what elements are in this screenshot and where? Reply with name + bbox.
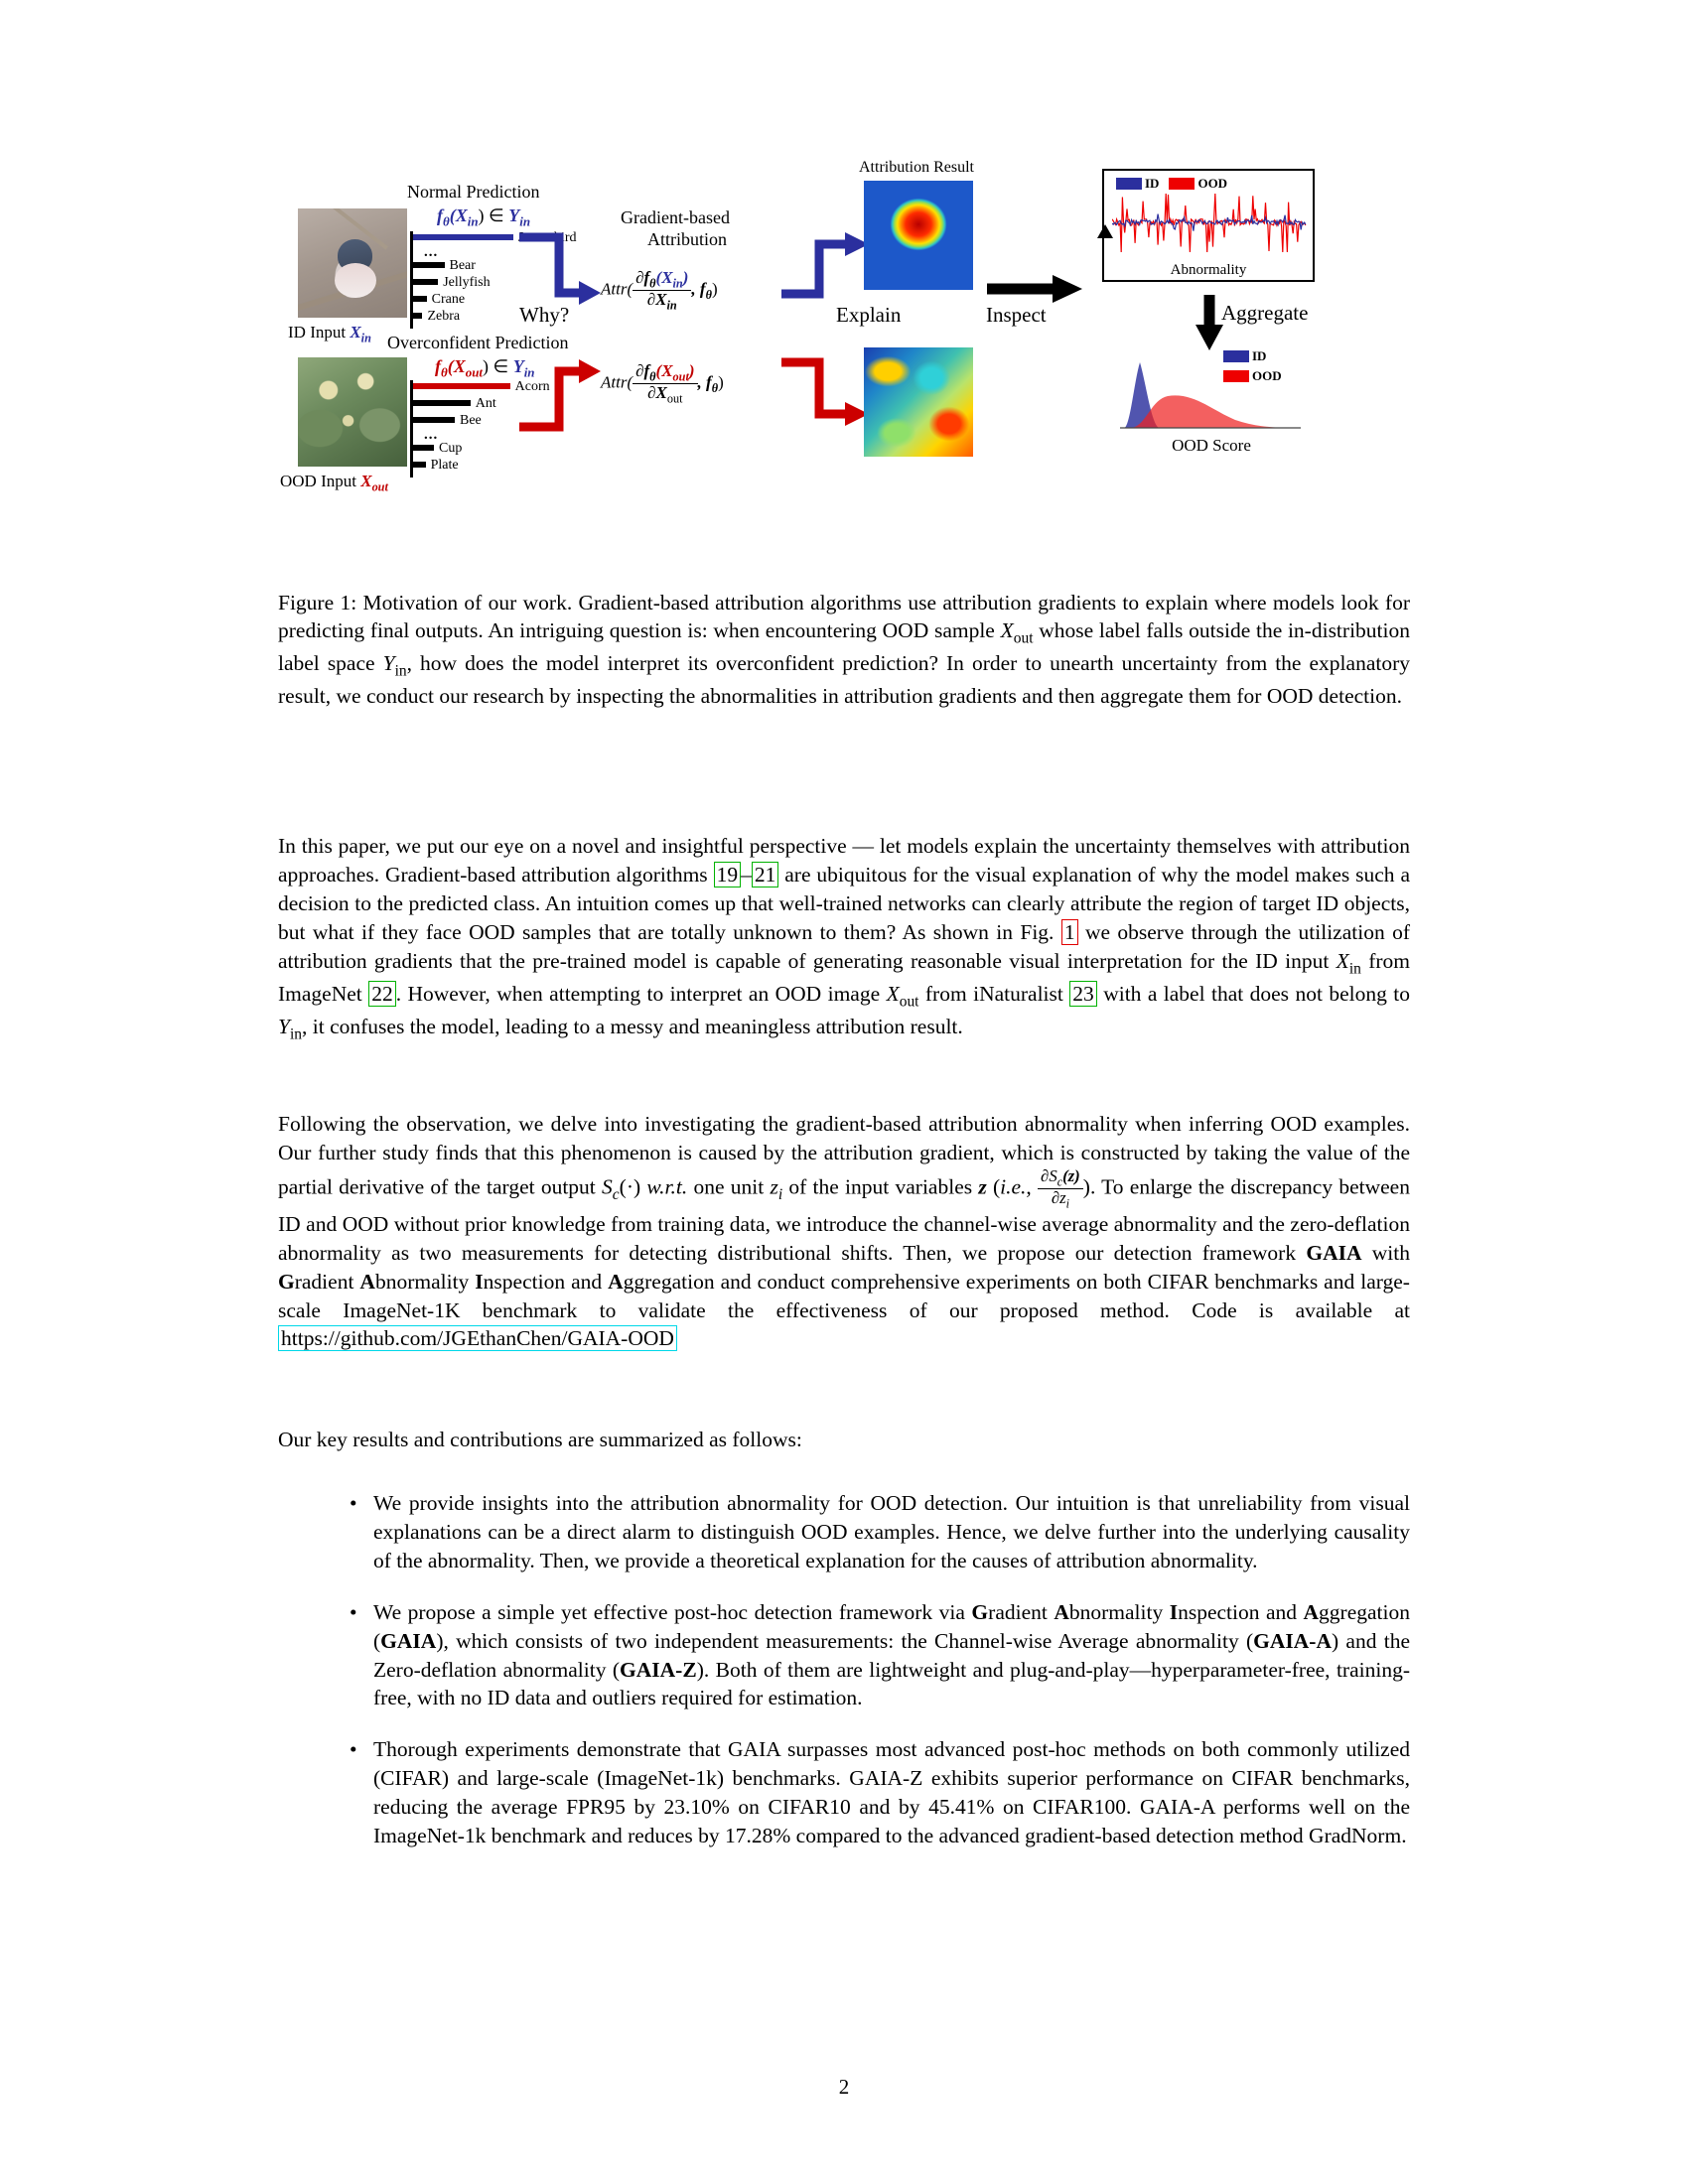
attr-num-theta: θ — [649, 276, 656, 291]
contribution-1-seg-0: We propose a simple yet effective post-hoc detection framework via — [373, 1599, 972, 1624]
abnormality-signal-plot — [1112, 193, 1307, 254]
bar-2 — [413, 279, 438, 285]
attr-numerator — [633, 362, 697, 384]
paragraph-method — [278, 1110, 1410, 1353]
id-input-caption-text: ID Input — [288, 323, 347, 341]
abnormality-axis-label: Abnormality — [1170, 262, 1247, 278]
attr-den-dx: ∂X — [646, 290, 667, 310]
p2-math-z: z — [978, 1174, 987, 1199]
ood-attr-formula — [601, 362, 724, 405]
p1-math-yin: Y — [278, 1014, 290, 1038]
contribution-1-seg-2: radient — [988, 1599, 1055, 1624]
figure-caption — [278, 589, 1410, 710]
formula-x-sub: out — [465, 364, 484, 380]
citation-19[interactable]: 19 — [714, 862, 742, 887]
attr-prefix: Attr( — [601, 372, 633, 392]
citation-22[interactable]: 22 — [368, 981, 396, 1007]
bar-4 — [413, 313, 422, 319]
id-input-photo — [298, 208, 407, 318]
p2-text-9: bnormality — [374, 1269, 476, 1294]
p1-text-6: from iNaturalist — [918, 981, 1070, 1006]
p2-text-6: ). To enlarge the discrepancy between ID and OOD without prior knowledge from training data, we introduce the channel-wise average abnormality and the zero-deflation abnormality as two measurements for detecting distributional shifts. Then, we propose our detection framework — [278, 1174, 1410, 1265]
legend-label-id: ID — [1252, 348, 1267, 364]
abnormality-legend — [1116, 175, 1237, 193]
contribution-1-seg-9: GAIA — [380, 1628, 437, 1653]
id-attr-formula — [601, 269, 718, 312]
attr-fraction — [633, 362, 697, 405]
id-input-symbol: X — [350, 323, 361, 341]
inspect-label: Inspect — [986, 303, 1047, 327]
p1-math-xout-sub: out — [899, 993, 919, 1011]
paragraph-contributions-lead: Our key results and contributions are summarized as follows: — [278, 1428, 802, 1451]
attr-prefix: Attr( — [601, 279, 633, 299]
branch-decoration — [317, 208, 388, 250]
bullet-marker: • — [350, 1737, 357, 1762]
bullet-marker: • — [350, 1491, 357, 1515]
code-repository-link[interactable]: https://github.com/JGEthanChen/GAIA-OOD — [278, 1325, 677, 1351]
attr-num-df: ∂f — [635, 361, 650, 380]
contribution-0-seg-0: We provide insights into the attribution abnormality for OOD detection. Our intuition is that unreliability from visual explanations can be a direct alarm to distinguish OOD examples. Hence, we delve further into the underlying causality of the abnormality. Then, we provide a theoretical explanation for the causes of attribution abnormality. — [373, 1491, 1410, 1572]
formula-y-sub: in — [523, 364, 535, 380]
legend-label-ood: OOD — [1252, 368, 1282, 384]
formula-x: (X — [447, 356, 466, 376]
p1-text-8: , it confuses the model, leading to a messy and meaningless attribution result. — [302, 1014, 963, 1038]
citation-dash: – — [741, 862, 752, 887]
p1-math-xout: X — [886, 981, 900, 1006]
p2-text-8: radient — [294, 1269, 360, 1294]
p2-bold-g: G — [278, 1269, 295, 1294]
formula-theta: θ — [443, 213, 450, 229]
abnormality-inspect-panel — [1102, 169, 1315, 282]
p1-text-5: . However, when attempting to interpret an OOD image — [395, 981, 887, 1006]
p1-text-7: with a label that does not belong to — [1096, 981, 1410, 1006]
attr-den-dx: ∂X — [647, 383, 667, 403]
contribution-1-seg-1: G — [971, 1599, 989, 1624]
p2-math-sc: S — [602, 1174, 613, 1199]
p2-text-11: ggregation and conduct comprehensive experiments on both CIFAR benchmarks and large-scale ImageNet-1K benchmark to validate the effectiveness of our proposed method. Code is available at — [278, 1269, 1410, 1322]
arrow-ood-to-attribution — [511, 328, 601, 437]
p2-text-4: ( — [986, 1174, 1001, 1199]
figure-caption-text-3: , how does the model interpret its overconfident prediction? In order to unearth uncertainty from the explanatory result, we conduct our research by inspecting the abnormalities in attribution gradients and then aggregate them for OOD detection. — [278, 651, 1410, 708]
formula-x: (X — [449, 205, 468, 225]
bar-ellipsis: ... — [424, 427, 439, 443]
p2-frac-den: $\partial z_i$ — [1051, 1187, 1069, 1211]
p2-math-zi: z — [770, 1174, 778, 1199]
formula-f: f — [437, 205, 443, 225]
explain-label: Explain — [836, 303, 902, 327]
ood-input-symbol: X — [360, 472, 372, 490]
attr-close: ) — [711, 279, 718, 299]
attr-num-close: ) — [688, 361, 695, 380]
contribution-1-seg-6: nspection and — [1178, 1599, 1304, 1624]
bar-label-4: Plate — [430, 458, 459, 473]
formula-in-op: ) ∈ — [483, 356, 513, 376]
formula-in-op: ) ∈ — [478, 205, 509, 225]
p2-math-sc-arg: (·) — [619, 1174, 641, 1199]
p2-bold-i: I — [475, 1269, 484, 1294]
contribution-1-seg-8: ggregation ( — [373, 1599, 1410, 1653]
ood-score-panel — [1112, 341, 1321, 460]
p2-text-10: nspection and — [483, 1269, 609, 1294]
contribution-1-seg-11: GAIA-A — [1253, 1628, 1332, 1653]
contribution-2-seg-0: Thorough experiments demonstrate that GAIA surpasses most advanced post-hoc methods on both commonly utilized (CIFAR) and large-scale (ImageNet-1k) benchmarks. GAIA-Z exhibits superior performance on CIFAR benchmarks, reducing the average FPR95 by 23.10% on CIFAR10 and by 45.41% on CIFAR100. GAIA-A performs well on the ImageNet-1k benchmark and reduces by 17.28% compared to the advanced gradient-based detection method GradNorm. — [373, 1737, 1410, 1848]
caption-math-xout: X — [1000, 618, 1014, 643]
attr-den-sub: out — [666, 391, 683, 406]
legend-chip-id — [1116, 178, 1142, 190]
ood-input-caption — [280, 472, 388, 494]
caption-math-xout-sub: out — [1013, 629, 1034, 647]
p1-math-xin-sub: in — [1348, 959, 1361, 977]
aggregate-label: Aggregate — [1221, 301, 1309, 325]
p2-wrt: w.r.t. — [640, 1174, 694, 1199]
attr-denominator — [633, 291, 691, 312]
p1-text-2: are ubiquitous for the visual explanation of why the model makes such a decision to the predicted class. An intuition comes up that well-trained networks can clearly attribute the region of target ID objects, but what if they face OOD samples that are totally unknown to them? As shown in Fig. — [278, 862, 1410, 944]
overconfident-prediction-title: Overconfident Prediction — [387, 333, 569, 352]
bar-1 — [413, 400, 471, 406]
contributions-list — [348, 1489, 1410, 1873]
bar-3 — [413, 445, 434, 451]
bullet-marker: • — [350, 1599, 357, 1624]
contribution-1-seg-5: I — [1169, 1599, 1179, 1624]
formula-theta: θ — [441, 364, 448, 380]
attr-close: ) — [718, 372, 724, 392]
bar-0 — [413, 383, 510, 389]
p1-text-4: from ImageNet — [278, 948, 1410, 1006]
bar-label-4: Zebra — [427, 309, 461, 324]
figure-1-diagram — [278, 159, 1410, 551]
attr-num-theta: θ — [649, 369, 656, 384]
p2-text-2: one unit — [693, 1174, 771, 1199]
bar-2 — [413, 417, 455, 423]
ood-input-photo — [298, 357, 407, 467]
bar-label-0: Acorn — [514, 379, 550, 394]
contribution-item — [348, 1489, 1410, 1575]
p2-text-5: , — [1026, 1174, 1039, 1199]
p2-bold-gaia: GAIA — [1306, 1240, 1362, 1265]
formula-f: f — [435, 356, 441, 376]
id-input-symbol-sub: in — [360, 331, 371, 345]
bar-label-1: Ant — [475, 396, 496, 411]
legend-chip-ood — [1169, 178, 1195, 190]
legend-label-ood: OOD — [1197, 176, 1228, 192]
attr-suffix-theta: θ — [705, 288, 712, 303]
abnormality-marker-icon — [1094, 222, 1114, 242]
attr-num-close: ) — [682, 268, 689, 287]
citation-23[interactable]: 23 — [1069, 981, 1097, 1007]
attr-fraction — [633, 269, 691, 312]
legend-label-id: ID — [1145, 176, 1160, 192]
formula-y: Y — [508, 205, 520, 225]
attribution-result-label: Attribution Result — [859, 159, 974, 176]
bar-3 — [413, 296, 427, 302]
attr-num-x: (X — [655, 361, 673, 380]
figure-caption-text-1: Motivation of our work. Gradient-based attribution algorithms use attribution gradients to explain where models look for predicting final outputs. An intriguing question is: when encountering OOD sample — [278, 591, 1410, 643]
ood-input-symbol-sub: out — [371, 479, 388, 494]
p2-frac-num: $\partial S_c(z)$ — [1038, 1167, 1083, 1189]
contribution-1-seg-13: GAIA-Z — [620, 1657, 697, 1682]
attr-suffix: , f — [697, 372, 712, 392]
bar-4 — [413, 462, 426, 468]
contribution-1-seg-14: ). Both of them are lightweight and plug-and-play—hyperparameter-free, training-free, with no ID data and outliers required for estimation. — [373, 1657, 1410, 1710]
gradient-attribution-label-line1: Gradient-based — [621, 207, 730, 227]
bar-label-2: Jellyfish — [443, 275, 491, 290]
bar-1 — [413, 262, 445, 268]
branch-decoration — [298, 268, 407, 312]
attribution-heatmap-ood — [864, 347, 973, 457]
p2-math-zi-sub: i — [777, 1185, 783, 1203]
bar-label-1: Bear — [449, 258, 476, 273]
p1-text-3: we observe through the utilization of attribution gradients that the pre-trained model is capable of generating reasonable visual interpretation for the ID input — [278, 919, 1410, 973]
attr-den-sub: in — [666, 298, 677, 313]
p1-math-yin-sub: in — [289, 1025, 303, 1043]
contribution-1-seg-10: ), which consists of two independent measurements: the Channel-wise Average abnormality ( — [436, 1628, 1254, 1653]
page-number: 2 — [838, 2075, 850, 2099]
why-label-id: Why? — [519, 303, 570, 327]
contribution-item — [348, 1735, 1410, 1850]
attr-suffix: , f — [691, 279, 706, 299]
bar-label-3: Cup — [439, 441, 463, 456]
p1-math-xin: X — [1336, 948, 1349, 973]
arrow-attribution-to-heatmap-id — [779, 228, 874, 308]
contribution-1-seg-12: ) and the Zero-deflation abnormality ( — [373, 1628, 1410, 1682]
attr-num-df: ∂f — [635, 268, 650, 287]
citation-21[interactable]: 21 — [752, 862, 779, 887]
paragraph-intro — [278, 832, 1410, 1045]
attr-suffix-theta: θ — [711, 381, 719, 396]
arrow-id-to-attribution — [511, 225, 601, 315]
p2-math-sc-sub: c — [612, 1185, 620, 1203]
caption-math-yin: Y — [382, 651, 395, 676]
p2-text-3: of the input variables — [782, 1174, 979, 1199]
bar-label-3: Crane — [431, 292, 466, 307]
ood-input-caption-text: OOD Input — [280, 472, 356, 490]
contribution-1-seg-4: bnormality — [1068, 1599, 1170, 1624]
figure-reference-1[interactable]: 1 — [1061, 919, 1078, 945]
attr-denominator — [633, 384, 697, 405]
attr-num-x-sub: out — [672, 369, 689, 384]
ood-score-distribution-plot — [1116, 348, 1305, 430]
arrow-attribution-to-heatmap-ood — [779, 333, 874, 442]
attr-numerator — [633, 269, 691, 291]
attr-num-x-sub: in — [672, 276, 683, 291]
attr-num-x: (X — [655, 268, 673, 287]
contribution-1-seg-3: A — [1054, 1599, 1069, 1624]
p2-ie: i.e. — [1000, 1174, 1027, 1199]
p2-bold-a2: A — [608, 1269, 624, 1294]
formula-y-sub: in — [519, 213, 531, 229]
contribution-item — [348, 1598, 1410, 1713]
bar-ellipsis: ... — [424, 244, 439, 260]
normal-prediction-title: Normal Prediction — [407, 182, 540, 202]
p2-text-1: Following the observation, we delve into investigating the gradient-based attribution abnormality when inferring OOD examples. Our further study finds that this phenomenon is caused by the attribution gradient, which is constructed by taking the value of the partial derivative of the target output — [278, 1112, 1410, 1199]
ood-score-axis-label: OOD Score — [1172, 436, 1251, 455]
p2-text-7: with — [1361, 1240, 1410, 1265]
contribution-1-seg-7: A — [1303, 1599, 1320, 1624]
figure-caption-text-2: whose label falls outside the in-distribution label space — [278, 618, 1410, 676]
bar-0 — [413, 234, 513, 240]
p1-text-1: In this paper, we put our eye on a novel and insightful perspective — let models explain the uncertainty themselves with attribution approaches. Gradient-based attribution algorithms — [278, 834, 1410, 887]
formula-y: Y — [512, 356, 524, 376]
formula-x-sub: in — [467, 213, 479, 229]
figure-caption-label: Figure 1: — [278, 591, 357, 614]
p2-bold-a: A — [359, 1269, 375, 1294]
gradient-attribution-label-line2: Attribution — [647, 229, 727, 249]
caption-math-yin-sub: in — [394, 662, 407, 680]
id-input-caption — [288, 323, 371, 345]
bar-label-2: Bee — [460, 413, 482, 428]
p2-derivative-fraction — [1038, 1167, 1083, 1210]
attribution-heatmap-id — [864, 181, 973, 290]
bar-label-0: Junco bird — [517, 230, 577, 245]
